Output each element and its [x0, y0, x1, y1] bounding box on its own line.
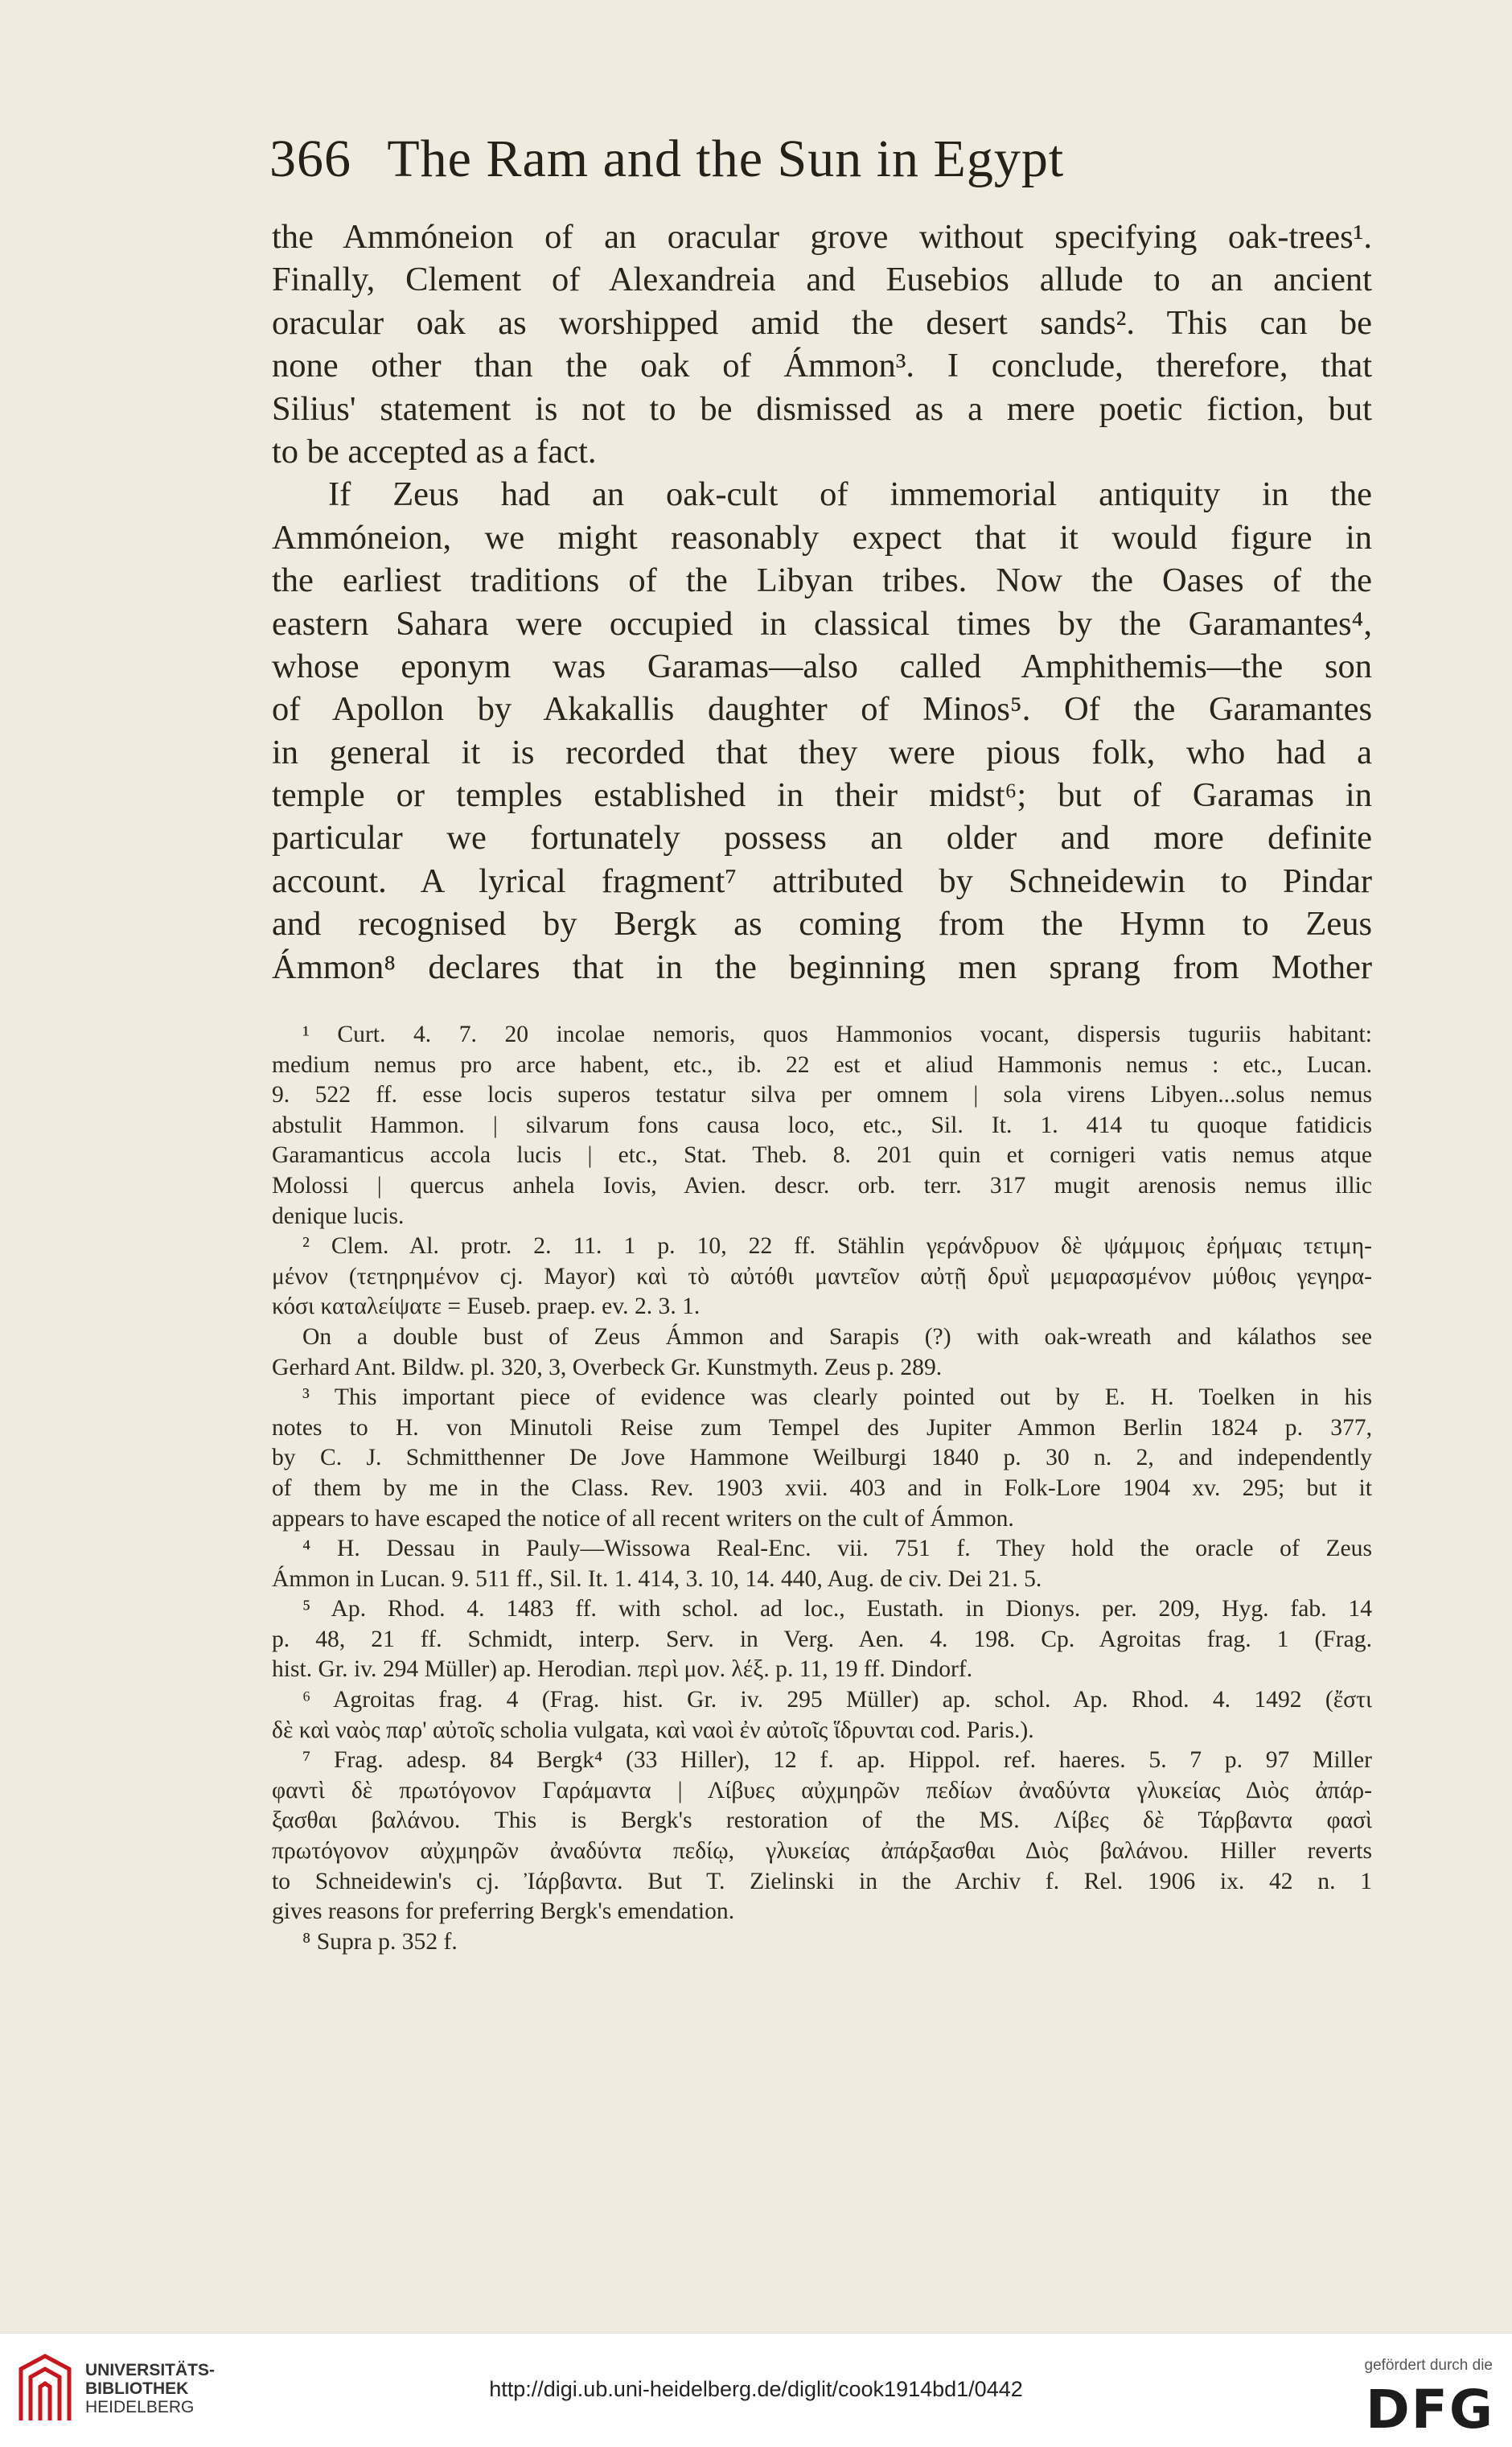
footnote-line: φαντὶ δὲ πρωτόγονον Γαράμαντα | Λίβυες αὐχμηρῶν πεδίων ἀναδύντα γλυκείας Διὸς ἀπάρ-: [272, 1777, 1372, 1803]
institution-line: HEIDELBERG: [85, 2398, 195, 2416]
page-number: 366: [269, 130, 351, 188]
footnote-line: ⁴ H. Dessau in Pauly—Wissowa Real-Enc. vii. 751 f. They hold the oracle of Zeus: [302, 1536, 1372, 1562]
footnote-line: Molossi | quercus anhela Iovis, Avien. descr. orb. terr. 317 mugit arenosis nemus illic: [272, 1172, 1372, 1199]
footnote-line: of them by me in the Class. Rev. 1903 xvii. 403 and in Folk-Lore 1904 xv. 295; but it: [272, 1474, 1372, 1501]
footnote-line: gives reasons for preferring Bergk's emendation.: [272, 1898, 735, 1925]
text-line: account. A lyrical fragment⁷ attributed by Schneidewin to Pindar: [272, 862, 1372, 900]
footnote-line: μένον (τετηρημένον cj. Mayor) καὶ τὸ αὐτόθι μαντεῖον αὐτῇ δρυῒ μεμαρασμένον μύθοις γεγηρα-: [272, 1263, 1372, 1289]
footnote-line: appears to have escaped the notice of all recent writers on the cult of Ámmon.: [272, 1505, 1014, 1532]
institution-line: UNIVERSITÄTS-: [85, 2361, 216, 2379]
footnote-line: δὲ καὶ ναὸς παρ' αὐτοῖς scholia vulgata, καὶ ναοὶ ἐν αὐτοῖς ἵδρυνται cod. Paris.).: [272, 1717, 1034, 1743]
footnote-line: denique lucis.: [272, 1203, 405, 1229]
text-line: of Apollon by Akakallis daughter of Minos⁵. Of the Garamantes: [272, 690, 1372, 729]
footnote-line: 9. 522 ff. esse locis superos testatur silva per omnem | sola virens Libyen...solus nemus: [272, 1082, 1372, 1108]
footnote-line: On a double bust of Zeus Ámmon and Sarapis (?) with oak-wreath and kálathos see: [302, 1323, 1372, 1350]
footnote-line: ⁶ Agroitas frag. 4 (Frag. hist. Gr. iv. 295 Müller) ap. schol. Ap. Rhod. 4. 1492 (ἔστι: [302, 1687, 1372, 1713]
text-line: Finally, Clement of Alexandreia and Eusebios allude to an ancient: [272, 261, 1372, 299]
footnote-line: κόσι καταλείψατε = Euseb. praep. ev. 2. 3. 1.: [272, 1293, 701, 1320]
text-line: particular we fortunately possess an older and more definite: [272, 819, 1372, 857]
sponsor-caption: gefördert durch die: [1364, 2357, 1493, 2374]
footnote-line: notes to H. von Minutoli Reise zum Tempel des Jupiter Ammon Berlin 1824 p. 377,: [272, 1414, 1372, 1441]
footnote-line: to Schneidewin's cj. Ἰάρβαντα. But T. Zielinski in the Archiv f. Rel. 1906 ix. 42 n. 1: [272, 1868, 1372, 1894]
permalink-url[interactable]: http://digi.ub.uni-heidelberg.de/diglit/cook1914bd1/0442: [489, 2377, 1023, 2401]
text-line: whose eponym was Garamas—also called Amphithemis—the son: [272, 647, 1372, 685]
footnote-line: ξασθαι βαλάνου. This is Bergk's restoration of the MS. Λίβες δὲ Τάρβαντα φασὶ: [272, 1807, 1372, 1834]
footnote-line: πρωτόγονον αὐχμηρῶν ἀναδύντα πεδίῳ, γλυκείας ἀπάρξασθαι Διὸς βαλάνου. Hiller reverts: [272, 1838, 1372, 1865]
footnote-line: p. 48, 21 ff. Schmidt, interp. Serv. in Verg. Aen. 4. 198. Cp. Agroitas frag. 1 (Frag.: [272, 1626, 1372, 1652]
footnote-line: ³ This important piece of evidence was clearly pointed out by E. H. Toelken in his: [302, 1384, 1372, 1411]
footnote-line: ⁸ Supra p. 352 f.: [302, 1928, 458, 1955]
text-line: the Ammóneion of an oracular grove without specifying oak-trees¹.: [272, 218, 1372, 256]
text-line: none other than the oak of Ámmon³. I conclude, therefore, that: [272, 347, 1372, 385]
text-line: the earliest traditions of the Libyan tribes. Now the Oases of the: [272, 561, 1372, 600]
dfg-logo: DFG: [1365, 2379, 1494, 2441]
running-header: [269, 129, 1283, 190]
footnote-line: ¹ Curt. 4. 7. 20 incolae nemoris, quos Hammonios vocant, dispersis tuguriis habitant:: [302, 1022, 1372, 1047]
text-line: temple or temples established in their midst⁶; but of Garamas in: [272, 776, 1372, 815]
text-line: oracular oak as worshipped amid the desert sands². This can be: [272, 303, 1372, 342]
footnote-line: by C. J. Schmitthenner De Jove Hammone Weilburgi 1840 p. 30 n. 2, and independently: [272, 1445, 1372, 1471]
footnote-line: medium nemus pro arce habent, etc., ib. 22 est et aliud Hammonis nemus : etc., Lucan.: [272, 1051, 1372, 1078]
text-line: and recognised by Bergk as coming from the Hymn to Zeus: [272, 905, 1372, 944]
main-text: [272, 216, 1372, 989]
institution-line: BIBLIOTHEK: [85, 2379, 189, 2398]
footnote-line: Garamanticus accola lucis | etc., Stat. Theb. 8. 201 quin et cornigeri vatis nemus atque: [272, 1142, 1372, 1169]
footnote-line: abstulit Hammon. | silvarum fons causa loco, etc., Sil. It. 1. 414 tu quoque fatidicis: [272, 1112, 1372, 1138]
text-line: eastern Sahara were occupied in classical times by the Garamantes⁴,: [272, 604, 1372, 643]
running-title: The Ram and the Sun in Egypt: [387, 130, 1065, 188]
text-line: Silius' statement is not to be dismissed as a mere poetic fiction, but: [272, 389, 1372, 428]
footnote-line: Gerhard Ant. Bildw. pl. 320, 3, Overbeck Gr. Kunstmyth. Zeus p. 289.: [272, 1354, 943, 1380]
text-line: If Zeus had an oak-cult of immemorial antiquity in the: [328, 475, 1372, 514]
footnotes: [272, 1020, 1372, 1957]
footnote-line: hist. Gr. iv. 294 Müller) ap. Herodian. περὶ μον. λέξ. p. 11, 19 ff. Dindorf.: [272, 1656, 973, 1683]
footnote-line: ⁷ Frag. adesp. 84 Bergk⁴ (33 Hiller), 12 f. ap. Hippol. ref. haeres. 5. 7 p. 97 Miller: [302, 1747, 1372, 1774]
footnote-line: ⁵ Ap. Rhod. 4. 1483 ff. with schol. ad loc., Eustath. in Dionys. per. 209, Hyg. fab. 14: [302, 1596, 1372, 1622]
text-line: to be accepted as a fact.: [272, 432, 597, 471]
text-line: Ammóneion, we might reasonably expect that it would figure in: [272, 518, 1372, 557]
footnote-line: Ámmon in Lucan. 9. 511 ff., Sil. It. 1. 414, 3. 10, 14. 440, Aug. de civ. Dei 21. 5.: [272, 1565, 1042, 1592]
footnote-line: ² Clem. Al. protr. 2. 11. 1 p. 10, 22 ff. Stählin γεράνδρυον δὲ ψάμμοις ἐρήμαις τετιμη-: [302, 1233, 1372, 1260]
text-line: Ámmon⁸ declares that in the beginning men sprang from Mother: [272, 948, 1372, 986]
text-line: in general it is recorded that they were pious folk, who had a: [272, 733, 1372, 771]
